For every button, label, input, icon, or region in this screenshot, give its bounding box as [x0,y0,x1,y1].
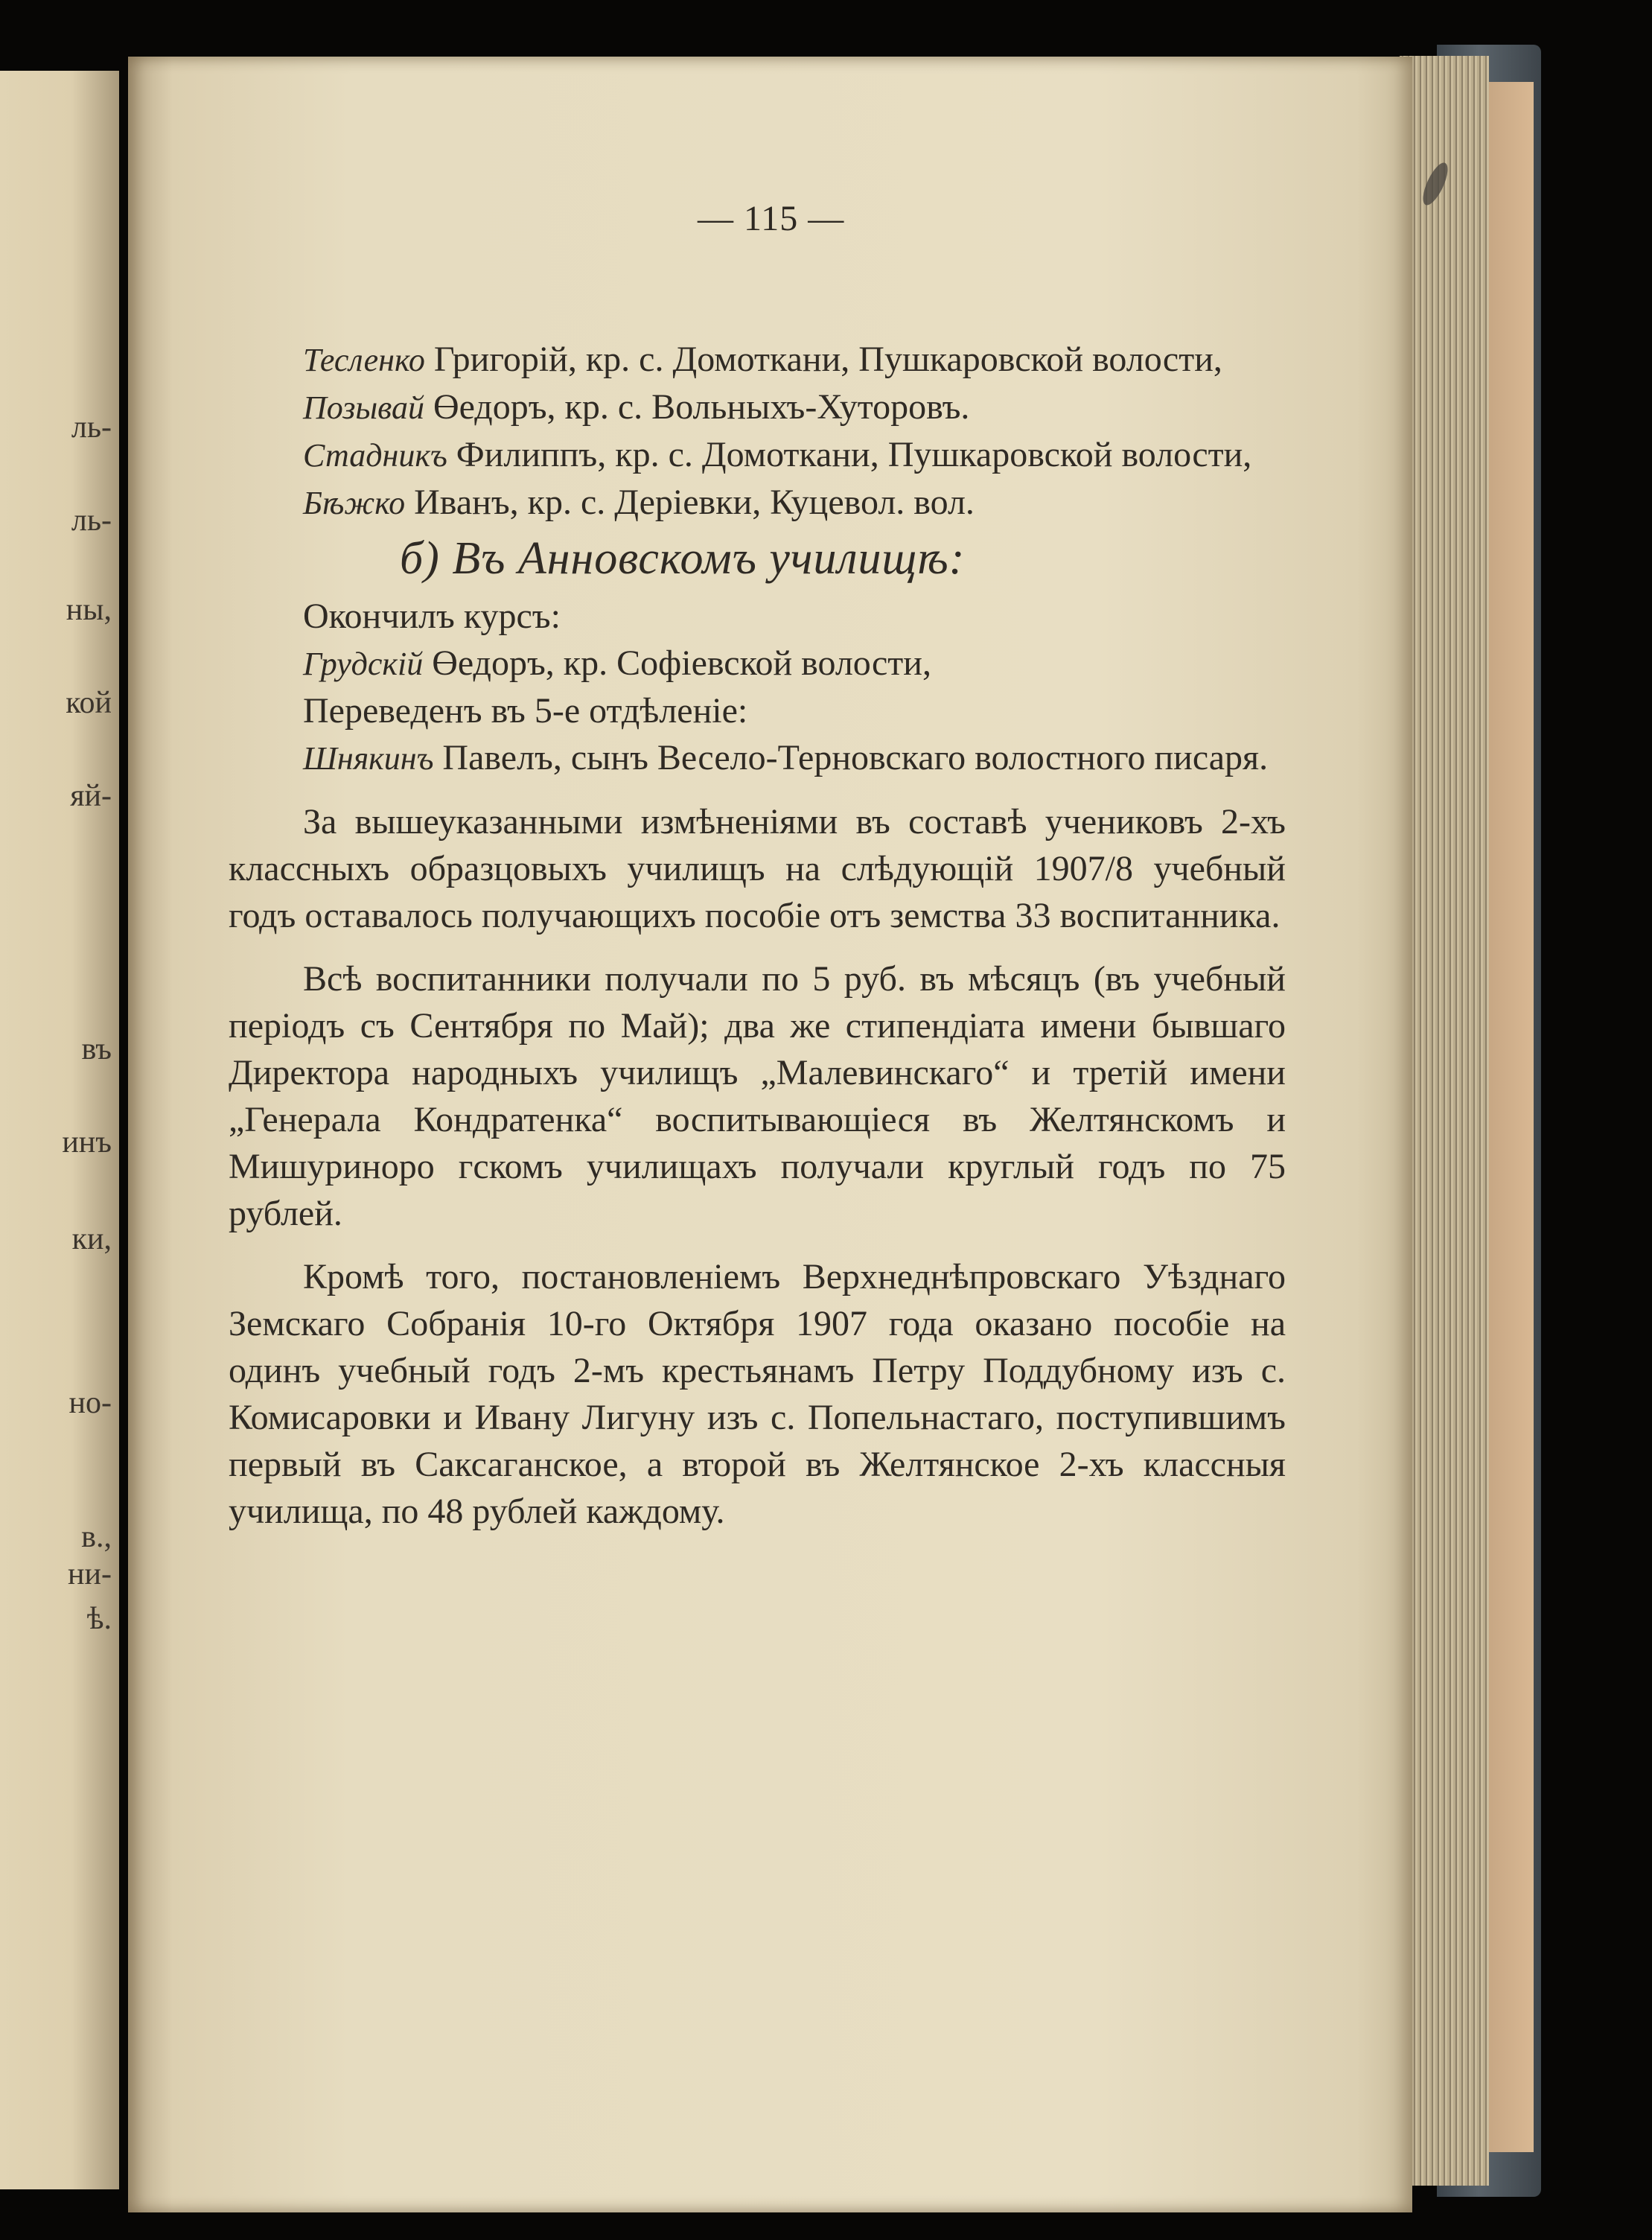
left-fragment: ль- [71,410,112,445]
entry [229,431,1286,479]
book-page [128,57,1412,2212]
left-fragment: ны, [66,593,112,627]
entry-surname: Грудскій [303,646,424,682]
entry-surname: Позывай [303,389,424,426]
paragraph: За вышеуказанными измѣненіями въ составѣ учениковъ 2-хъ классныхъ образцовыхъ училищъ на слѣдующій 1907/8 учебный годъ оставалось получающихъ пособіе отъ земства 33 воспитанника. [229,802,1286,935]
entry-surname: Шнякинъ [303,740,434,777]
paragraph: Кромѣ того, постановленіемъ Верхнеднѣпровскаго Уѣзднаго Земскаго Собранія 10-го Октября 1907 года оказано пособіе на одинъ учебный годъ 2-мъ крестьянамъ Петру Поддубному изъ с. Комисаровки и Ивану Лигуну изъ с. Попельнастаго, поступившимъ первый въ Саксаганское, а второй въ Желтянское 2-хъ классныя училища, по 48 рублей каждому. [229,1257,1286,1531]
entry-text: Иванъ, кр. с. Деріевки, Куцевол. вол. [414,483,975,522]
entry [229,384,1286,431]
entry-surname: Стадникъ [303,437,447,474]
left-fragment: в., [81,1520,112,1554]
left-page [0,71,119,2189]
left-fragment: ки, [71,1222,112,1256]
entry-surname: Тесленко [303,342,425,378]
page-body [229,336,1286,1535]
left-fragment: но- [68,1386,112,1420]
entry [229,479,1286,526]
entry [229,640,1286,687]
left-fragment: кой [66,686,112,720]
page-number: — 115 — [698,199,845,238]
entry-text: Филиппъ, кр. с. Домоткани, Пушкаровской волости, [456,435,1252,474]
left-fragment: ѣ. [86,1602,112,1636]
left-fragment: яй- [70,779,112,813]
left-fragment: ни- [68,1557,112,1591]
page-edges [1400,56,1489,2186]
endpaper [1489,82,1534,2152]
transferred-label: Переведенъ въ 5-е отдѣленіе: [303,691,748,731]
entry-text: Григорій, кр. с. Домоткани, Пушкаровской волости, [433,340,1222,379]
paragraph: Всѣ воспитанники получали по 5 руб. въ мѣсяцъ (въ учебный періодъ съ Сентября по Май); два же стипендіата имени бывшаго Директора народныхъ училищъ „Малевинскаго“ и третій имени „Генерала Кондратенка“ воспитывающіеся въ Желтянскомъ и Мишуриноро гскомъ училищахъ получали круглый годъ по 75 рублей. [229,959,1286,1233]
left-fragment: ль- [71,503,112,538]
entry [229,336,1286,384]
entry-surname: Бѣжко [303,485,406,521]
left-fragment: въ [81,1032,112,1066]
finished-label: Окончилъ курсъ: [303,596,561,636]
entry-text: Өедоръ, кр. с. Вольныхъ-Хуторовъ. [433,387,970,427]
entry-text: Өедоръ, кр. Софіевской волости, [432,643,931,683]
section-heading: б) Въ Анновскомъ училищѣ: [400,533,966,584]
left-fragment: инъ [62,1125,112,1159]
entry-text: Павелъ, сынъ Весело-Терновскаго волостного писаря. [442,738,1269,777]
entry [229,734,1286,782]
